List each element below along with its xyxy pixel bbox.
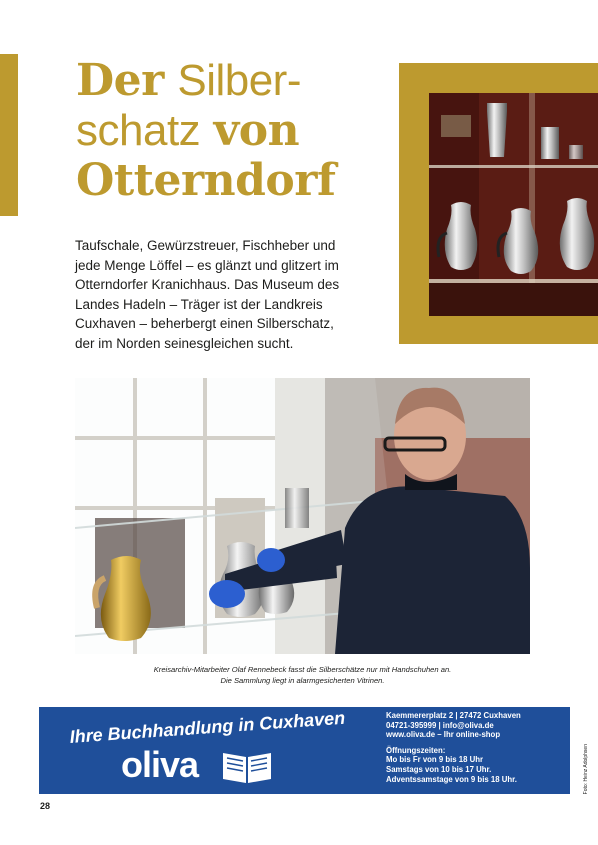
ad-hours-line: Samstags von 10 bis 17 Uhr. <box>386 764 492 774</box>
photo-credit <box>583 744 591 795</box>
intro-line: der im Norden seinesgleichen sucht. <box>75 335 294 351</box>
ad-contact-info <box>386 711 521 784</box>
intro-line: jede Menge Löffel – es glänzt und glitzert im <box>75 257 339 273</box>
title-word: schatz <box>76 106 201 155</box>
title-word: Der <box>76 55 164 106</box>
title-word: Silber- <box>177 56 301 105</box>
intro-line: Landes Hadeln – Träger ist der Landkreis <box>75 296 323 312</box>
title-word: von <box>213 105 300 156</box>
ad-brand-logo: oliva <box>121 744 199 785</box>
ad-address: Kaemmererplatz 2 | 27472 Cuxhaven <box>386 711 521 720</box>
ad-tagline: Ihre Buchhandlung in Cuxhaven <box>69 707 346 747</box>
intro-paragraph <box>75 236 375 354</box>
intro-line: Taufschale, Gewürzstreuer, Fischheber und <box>75 238 336 253</box>
ad-website: www.oliva.de – Ihr online-shop <box>386 730 501 740</box>
main-photo <box>75 378 530 654</box>
ad-hours-title: Öffnungszeiten: <box>386 745 446 755</box>
page-number: 28 <box>40 801 51 811</box>
ad-contact: 04721-395999 | info@oliva.de <box>386 720 494 730</box>
photo-credit-text: Foto: Heinz Adolphsen <box>583 744 589 795</box>
ad-hours-line: Mo bis Fr von 9 bis 18 Uhr <box>386 755 484 765</box>
intro-line: Otterndorfer Kranichhaus. Das Museum des <box>75 277 340 293</box>
ad-hours-line: Adventssamstage von 9 bis 18 Uhr. <box>386 774 517 784</box>
silver-cabinet-photo <box>429 93 598 316</box>
archivist-photo-illustration <box>75 378 530 654</box>
open-book-icon <box>219 747 275 785</box>
gold-accent-bar <box>0 54 18 216</box>
caption-line: Die Sammlung liegt in alarmgesicherten Vitrinen. <box>220 676 385 685</box>
title-word: Otterndorf <box>76 155 336 206</box>
bookstore-ad-banner[interactable] <box>39 707 570 794</box>
photo-caption <box>75 664 530 686</box>
caption-line: Kreisarchiv-Mitarbeiter Olaf Rennebeck fasst die Silberschätze nur mit Handschuhen an. <box>153 665 452 674</box>
intro-line: Cuxhaven – beherbergt einen Silberschatz, <box>75 316 334 332</box>
article-title <box>76 56 335 206</box>
silver-cabinet-illustration <box>429 93 598 316</box>
